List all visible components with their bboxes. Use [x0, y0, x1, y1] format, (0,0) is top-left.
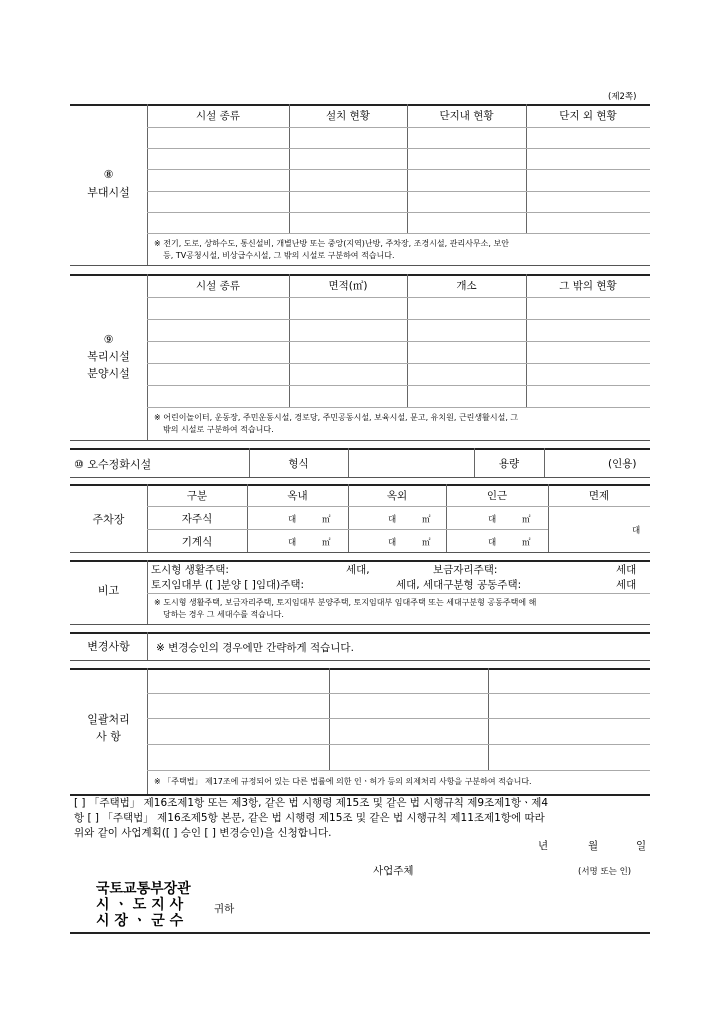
section-title-welfare-facilities: 복리시설	[87, 350, 130, 363]
recipient-governor: 시 ㆍ 도 지 사	[96, 897, 184, 913]
parking-header-exempt: 면제	[588, 490, 610, 502]
section-title-auxiliary-facilities: 부대시설	[87, 186, 130, 199]
col-header-count: 개소	[456, 280, 477, 292]
parking-header-category: 구분	[186, 490, 208, 502]
col-header-installation-status: 설치 현황	[326, 110, 370, 122]
sec9-note: ※ 어린이놀이터, 운동장, 주민운동시설, 경로당, 주민공동시설, 보육시설, 문고, 유치원, 근린생활시설, 그 밖의 시설로 구분하여 적습니다.	[154, 413, 519, 434]
section-title-parking: 주차장	[92, 513, 125, 526]
unit-persons: (인용)	[608, 458, 637, 470]
parking-row-self-propelled: 자주식	[181, 513, 213, 525]
remarks-note: ※ 도시형 생활주택, 보금자리주택, 토지임대부 분양주택, 토지임대부 임대주택 또는 세대구분형 공동주택에 해 당하는 경우 그 세대수를 적습니다.	[154, 598, 537, 619]
col-header-other-status: 그 밖의 현황	[559, 280, 617, 292]
parking-exempt-unit: 대	[632, 526, 641, 536]
col-header-inside-complex: 단지내 현황	[439, 110, 494, 122]
parking-row-mechanical: 기계식	[181, 536, 213, 548]
date-day-label: 일	[636, 840, 647, 852]
section-title-batch-processing: 일괄처리	[87, 713, 130, 726]
section-number-10: ⑩	[74, 458, 84, 471]
applicant-label: 사업주체	[373, 865, 414, 877]
recipients-block	[96, 881, 191, 929]
changes-note: ※ 변경승인의 경우에만 간략하게 적습니다.	[156, 642, 354, 654]
signature-note: (서명 또는 인)	[578, 867, 632, 877]
section-number-8: ⑧	[103, 168, 114, 181]
parking-header-outdoor: 옥외	[386, 490, 408, 502]
col-header-area: 면적(㎡)	[328, 280, 368, 292]
declaration-text: [ ] 「주택법」 제16조제1항 또는 제3항, 같은 법 시행령 제15조 및 같은 법 시행규칙 제9조제1항ㆍ제4 항 [ ] 「주택법」 제16조제5항 본문, 같은 법 시행령 제15조 및 같은 법 시행규칙 제11조제1항에 따라 위와 같이 사업계획([ ] 승인 [ ] 변경승인)을 신청합니다.	[74, 797, 549, 839]
recipient-mayor: 시 장 ㆍ 군 수	[96, 913, 184, 929]
section-title-sale-facilities: 분양시설	[87, 367, 130, 380]
date-year-label: 년	[538, 840, 549, 852]
col-header-outside-complex: 단지 외 현황	[559, 110, 617, 122]
section-number-9: ⑨	[103, 333, 114, 346]
parking-header-indoor: 옥내	[287, 490, 308, 502]
label-type: 형식	[288, 458, 309, 470]
section-title-changes: 변경사항	[87, 640, 130, 653]
application-form-page-2: (제2쪽) 시설 종류 설치 현황 단지내 현황 단지 외 현황 ⑧ 부대시설 ※ 전기, 도로, 상하수도, 통신설비, 개별난방 또는 중앙(지역)난방, 주차장, 조경시설, 관리사무소, 보안 등, TV공청시설, 비상급수시설, 그 밖의 시설로 구분하여 적습니다. 시설 종류 면적(㎡) 개소 그 밖의 현황 ⑨ 복리시설 분양시설 ※ 어린이놀이터, 운동장, 주민운동시설, 경로당, 주민공동시설, 보육시설, 문고, 유치원, 근린생활시설, 그 밖의 시설로 구분하여 적습니다. ⑩ 오수정화시설 형식 용량 (인용) 주차장 구분 옥내 옥외 인근 면제 자주식 기계식 대 ㎡ 대 ㎡ 대 ㎡ 대 ㎡ 대 ㎡ 대 ㎡ 대 비고 도시형 생활주택: 세대, 보금자리주택: 세대 토지임대부 ([ ]분양 [ ]임대)주택: 세대, 세대구분형 공동주택: 세대 ※ 도시형 생활주택, 보금자리주택, 토지임대부 분양주택, 토지임대부 임대주택 또는 세대구분형 공동주택에 해 당하는 경우 그 세대수를 적습니다. 변경사항 ※ 변경승인의 경우에만 간략하게 적습니다. 일괄처리 사 항 ※ 「주택법」 제17조에 규정되어 있는 다른 법률에 의한 인ㆍ허가 등의 의제처리 사항을 구분하여 적습니다. [ ] 「주택법」 제16조제1항 또는 제3항, 같은 법 시행령 제15조 및 같은 법 시행규칙 제9조제1항ㆍ제4 항 [ ] 「주택법」 제16조제5항 본문, 같은 법 시행령 제15조 및 같은 법 시행규칙 제11조제1항에 따라 위와 같이 사업계획([ ] 승인 [ ] 변경승인)을 신청합니다. 년 월 일 사업주체 (서명 또는 인) 국토교통부장관 시 ㆍ 도 지 사 시 장 ㆍ 군 수 귀하	[70, 86, 650, 1016]
batch-note: ※ 「주택법」 제17조에 규정되어 있는 다른 법률에 의한 인ㆍ허가 등의 의제처리 사항을 구분하여 적습니다.	[154, 777, 532, 786]
section-divider	[70, 104, 650, 106]
recipient-minister: 국토교통부장관	[96, 881, 191, 897]
honorific: 귀하	[214, 903, 235, 915]
date-month-label: 월	[588, 840, 599, 852]
col-header-facility-type: 시설 종류	[196, 110, 240, 122]
page-number: (제2쪽)	[608, 92, 637, 102]
label-capacity: 용량	[498, 458, 520, 470]
parking-header-nearby: 인근	[486, 490, 508, 502]
sec8-note: ※ 전기, 도로, 상하수도, 통신설비, 개별난방 또는 중앙(지역)난방, 주차장, 조경시설, 관리사무소, 보안 등, TV공청시설, 비상급수시설, 그 밖의 시설로 구분하여 적습니다.	[154, 239, 509, 260]
section-title-sewage-facility: ⑩ 오수정화시설	[74, 458, 152, 471]
column-line	[147, 104, 148, 265]
sewage-type-field[interactable]	[352, 452, 470, 474]
section-title-remarks: 비고	[97, 584, 120, 597]
col-header-facility-type: 시설 종류	[196, 280, 240, 292]
